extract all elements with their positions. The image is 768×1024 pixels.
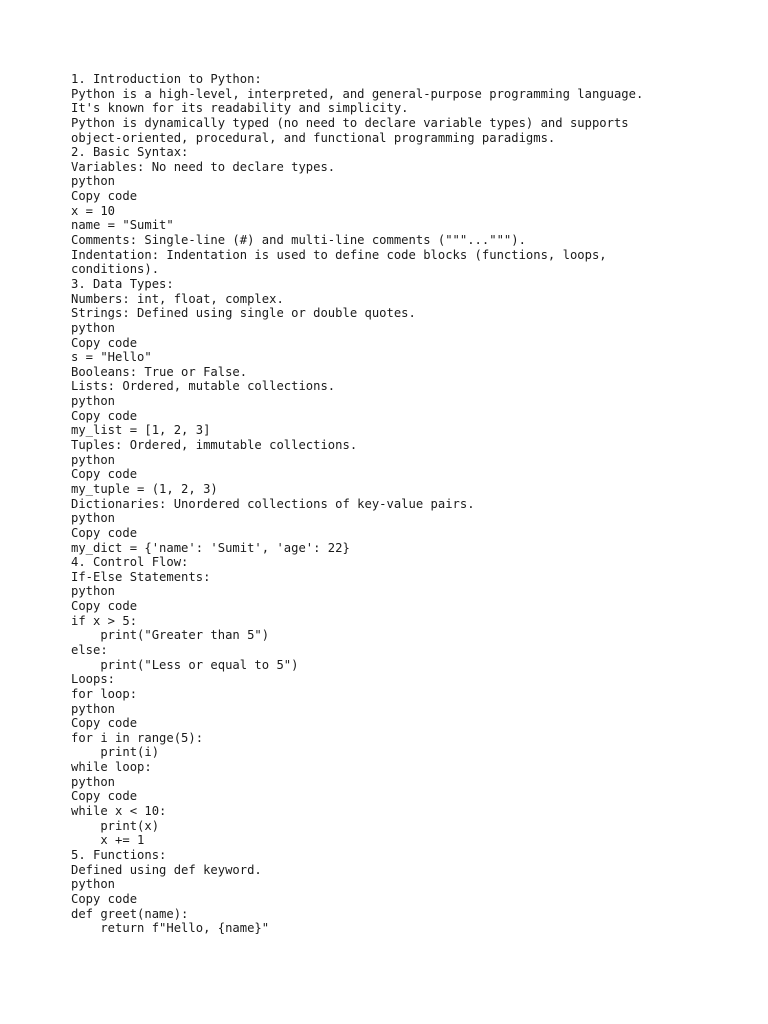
text-line: return f"Hello, {name}"	[71, 921, 270, 936]
text-line: python	[71, 320, 116, 335]
text-line: python	[71, 877, 116, 892]
text-line: Copy code	[71, 335, 138, 350]
text-line: my_tuple = (1, 2, 3)	[71, 481, 218, 496]
text-line: name = "Sumit"	[71, 218, 174, 233]
text-line: Defined using def keyword.	[71, 862, 262, 877]
text-line: python	[71, 394, 116, 409]
text-line: s = "Hello"	[71, 350, 152, 365]
text-line: object-oriented, procedural, and functional programming paradigms.	[71, 130, 556, 145]
text-line: Copy code	[71, 716, 138, 731]
text-line: Loops:	[71, 672, 116, 687]
text-line: else:	[71, 642, 108, 657]
text-line: Copy code	[71, 789, 138, 804]
text-line: 5. Functions:	[71, 847, 167, 862]
text-line: Comments: Single-line (#) and multi-line comments ("""...""").	[71, 233, 526, 248]
text-line: Lists: Ordered, mutable collections.	[71, 379, 336, 394]
text-line: 4. Control Flow:	[71, 555, 189, 570]
text-line: 1. Introduction to Python:	[71, 72, 262, 86]
text-line: conditions).	[71, 262, 160, 277]
text-line: my_dict = {'name': 'Sumit', 'age': 22}	[71, 540, 350, 555]
text-line: python	[71, 584, 116, 599]
text-line: print("Greater than 5")	[71, 628, 270, 643]
text-line: Indentation: Indentation is used to define code blocks (functions, loops,	[71, 247, 607, 262]
text-line: It's known for its readability and simplicity.	[71, 101, 409, 116]
text-line: if x > 5:	[71, 613, 138, 628]
text-line: Copy code	[71, 408, 138, 423]
text-line: python	[71, 511, 116, 526]
text-line: python	[71, 174, 116, 189]
text-line: print("Less or equal to 5")	[71, 657, 299, 672]
text-line: Python is dynamically typed (no need to declare variable types) and supports	[71, 115, 629, 130]
text-line: Copy code	[71, 599, 138, 614]
text-line: Booleans: True or False.	[71, 364, 248, 379]
text-line: for loop:	[71, 686, 138, 701]
text-line: for i in range(5):	[71, 730, 204, 745]
text-line: while x < 10:	[71, 804, 167, 819]
text-line: If-Else Statements:	[71, 569, 211, 584]
text-line: Copy code	[71, 467, 138, 482]
text-line: Python is a high-level, interpreted, and general-purpose programming language.	[71, 86, 644, 101]
text-line: python	[71, 774, 116, 789]
text-line: x = 10	[71, 203, 116, 218]
text-line: 2. Basic Syntax:	[71, 145, 189, 160]
text-line: while loop:	[71, 760, 152, 775]
text-line: print(i)	[71, 745, 160, 760]
text-line: Copy code	[71, 891, 138, 906]
text-line: Copy code	[71, 525, 138, 540]
text-line: python	[71, 701, 116, 716]
text-line: def greet(name):	[71, 906, 189, 921]
text-line: my_list = [1, 2, 3]	[71, 423, 211, 438]
text-line: Variables: No need to declare types.	[71, 159, 336, 174]
document-page	[71, 72, 751, 936]
text-line: Tuples: Ordered, immutable collections.	[71, 438, 358, 453]
text-line: python	[71, 452, 116, 467]
text-line: print(x)	[71, 818, 160, 833]
text-line: Strings: Defined using single or double quotes.	[71, 306, 416, 321]
text-line: Copy code	[71, 189, 138, 204]
text-line: Numbers: int, float, complex.	[71, 291, 284, 306]
text-line: x += 1	[71, 833, 145, 848]
text-line: Dictionaries: Unordered collections of key-value pairs.	[71, 496, 475, 511]
text-line: 3. Data Types:	[71, 276, 174, 291]
